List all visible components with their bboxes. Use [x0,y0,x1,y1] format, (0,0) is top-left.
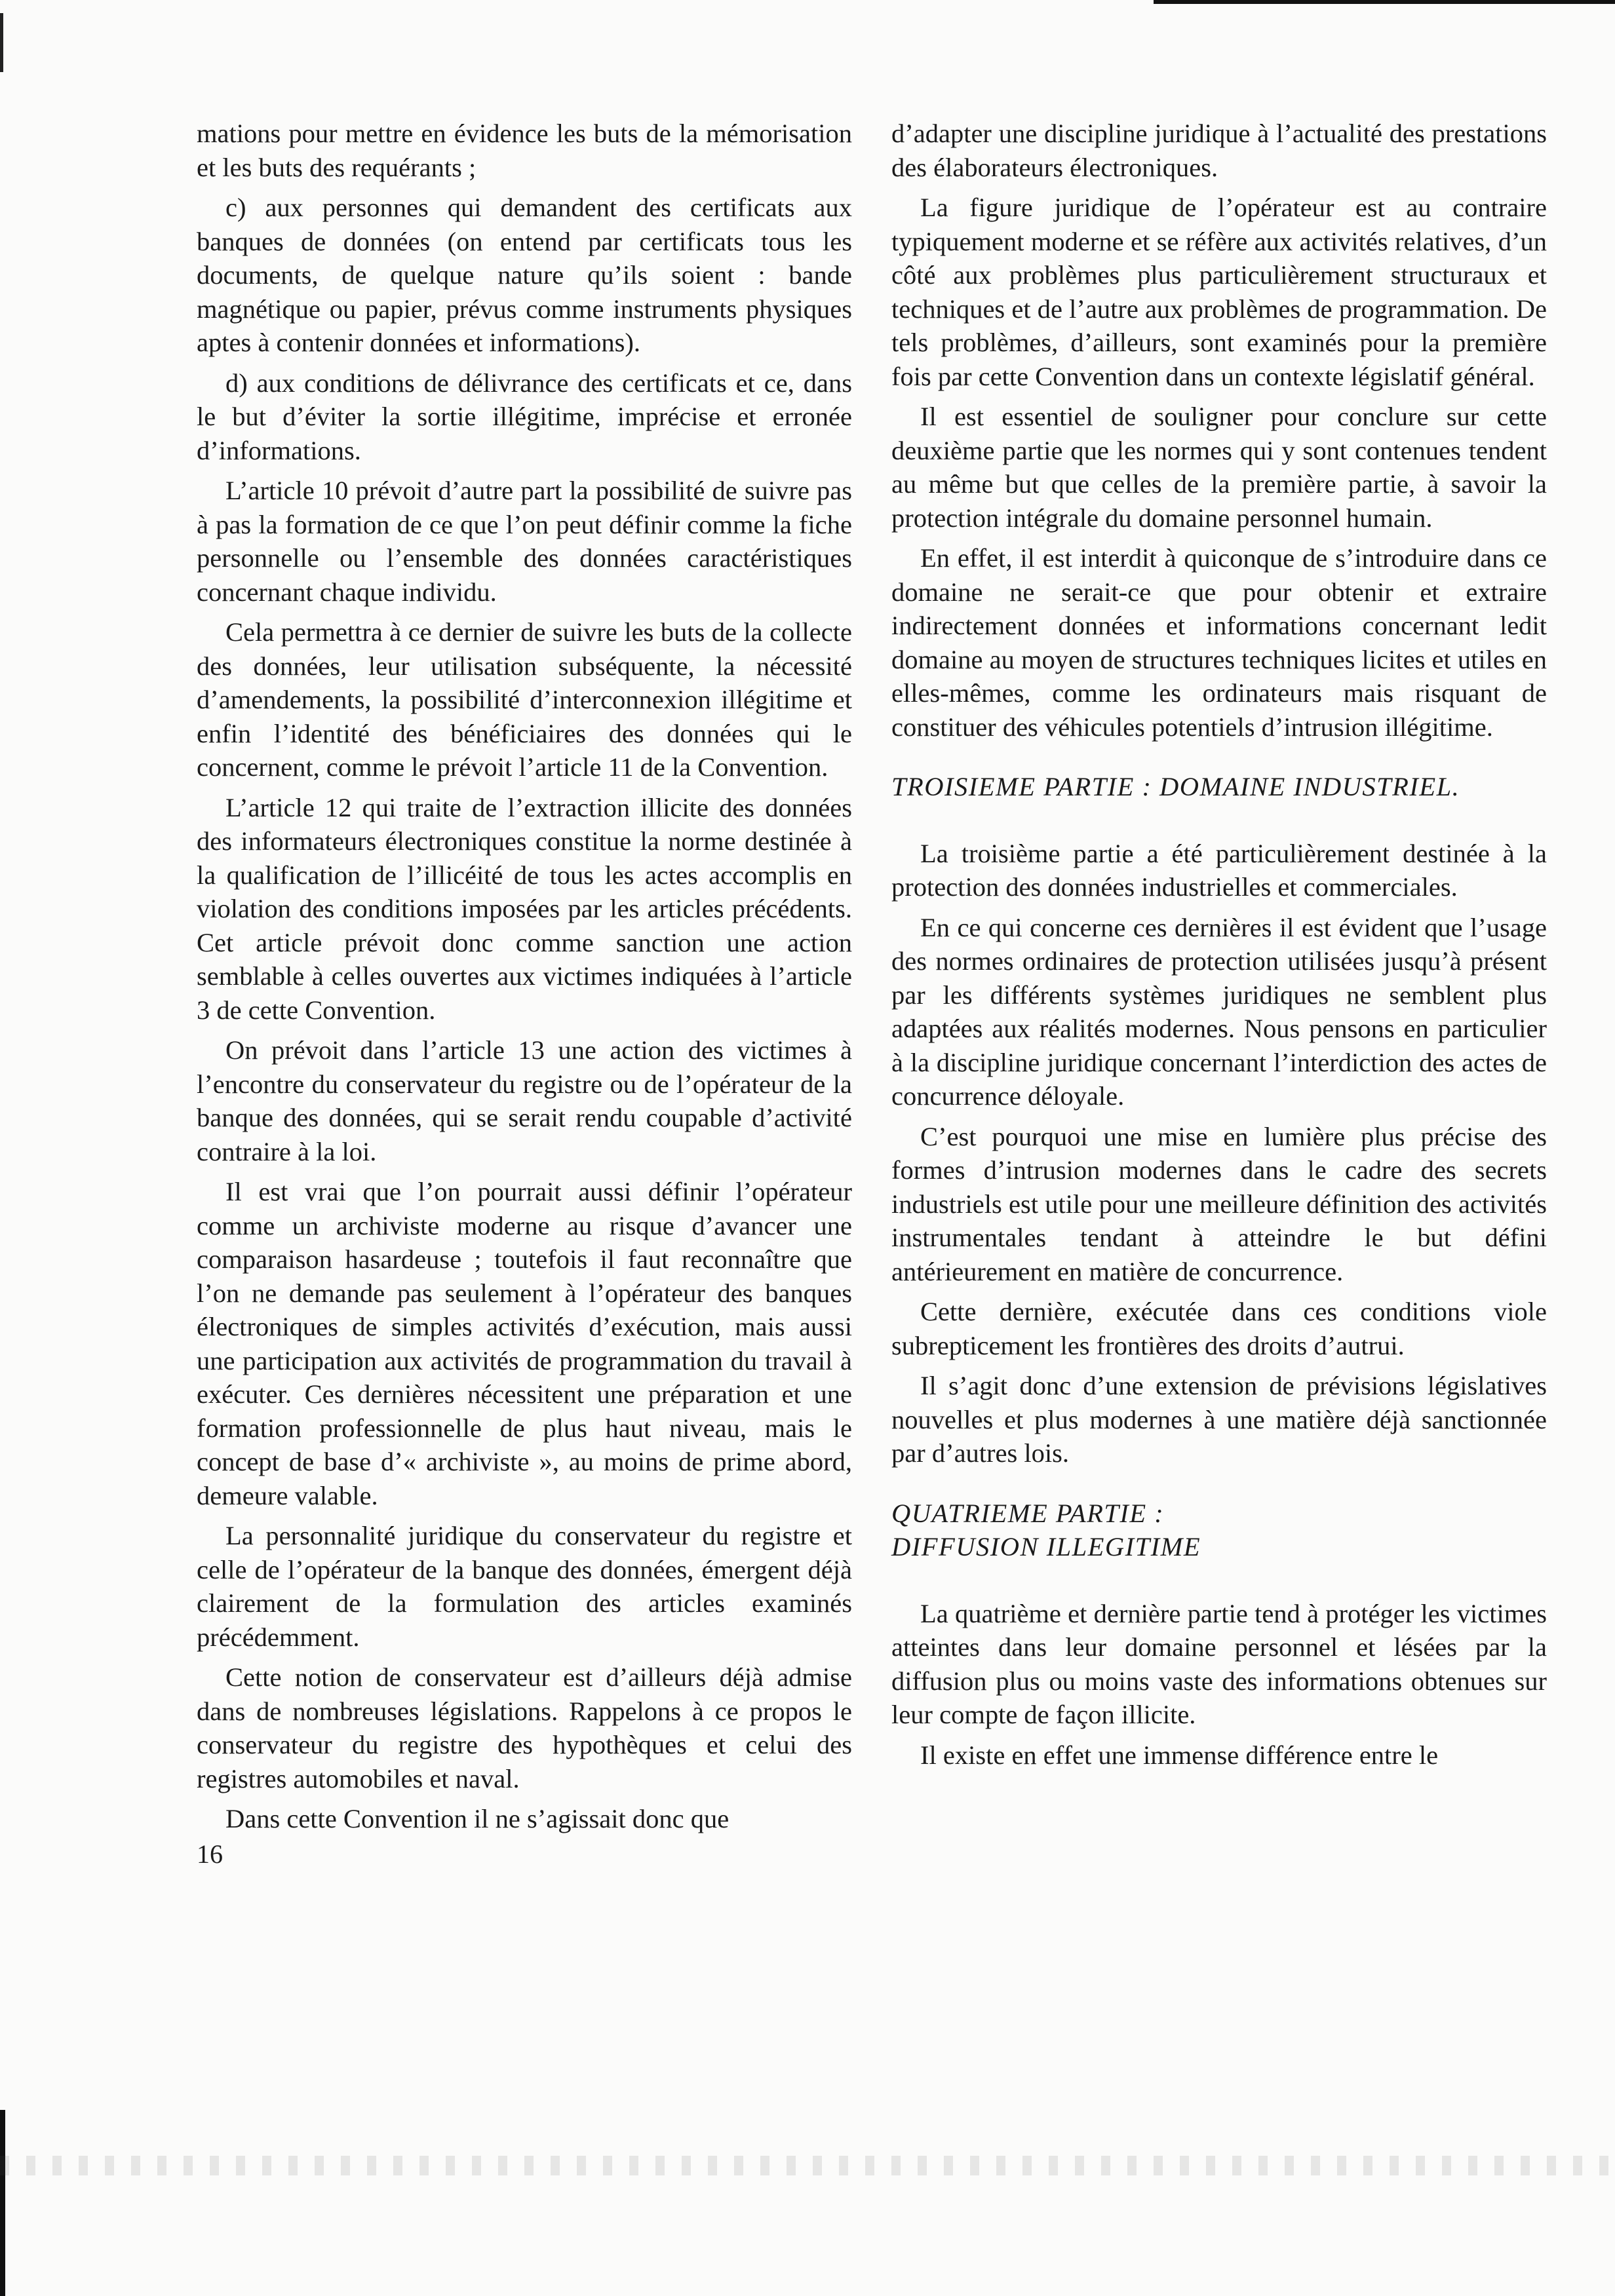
section-heading-line: DIFFUSION ILLEGITIME [891,1532,1201,1561]
paragraph: Cette notion de conservateur est d’ailleurs déjà admise dans de nombreuses législations. Rappelons à ce propos le conservateur du registre des hypothèques et celui des registres automobiles et naval. [197,1662,852,1793]
paragraph: L’article 10 prévoit d’autre part la possibilité de suivre pas à pas la formation de ce que l’on peut définir comme la fiche personnelle ou l’ensemble des données caractéristiques concernant chaque individu. [197,476,852,607]
paragraph: On prévoit dans l’article 13 une action des victimes à l’encontre du conservateur du registre ou de l’opérateur de la banque des données, qui se serait rendu coupable d’activité contraire à la loi. [197,1035,852,1166]
scan-artifact-left-edge [0,2110,5,2296]
paragraph: Il existe en effet une immense différence entre le [920,1740,1439,1770]
scan-artifact-top-rule [1154,0,1615,4]
paragraph: Il s’agit donc d’une extension de prévisions législatives nouvelles et plus modernes à une matière déjà sanctionnée par d’autres lois. [891,1371,1547,1468]
page-number: 16 [197,1839,223,1869]
scan-artifact-bottom-noise [0,2156,1615,2175]
paragraph: d) aux conditions de délivrance des certificats et ce, dans le but d’éviter la sortie illégitime, imprécise et erronée d’informations. [197,368,852,465]
scan-artifact-left-mark [0,13,3,72]
paragraph: d’adapter une discipline juridique à l’actualité des prestations des élaborateurs électroniques. [891,119,1547,182]
paragraph: La quatrième et dernière partie tend à protéger les victimes atteintes dans leur domaine personnel et lésées par la diffusion plus ou moins vaste des informations obtenues sur leur compte de façon illicite. [891,1598,1547,1729]
paragraph: c) aux personnes qui demandent des certificats aux banques de données (on entend par certificats tous les documents, de quelque nature qu’ils soient : bande magnétique ou papier, prévus comme instruments physiques aptes à contenir données et informations). [197,193,852,357]
right-column [891,117,1547,1778]
section-heading-quatrieme-partie [891,1497,1547,1564]
paragraph: En effet, il est interdit à quiconque de s’introduire dans ce domaine ne serait-ce que pour obtenir et extraire indirectement données et informations concernant ledit domaine au moyen de structures techniques licites et utiles en elles-mêmes, comme les ordinateurs mais risquant de constituer des véhicules potentiels d’intrusion illégitime. [891,543,1547,742]
section-heading-troisieme-partie: TROISIEME PARTIE : DOMAINE INDUSTRIEL. [891,772,1460,801]
paragraph: mations pour mettre en évidence les buts de la mémorisation et les buts des requérants ; [197,119,852,182]
paragraph: Dans cette Convention il ne s’agissait donc que [225,1804,730,1833]
left-column [197,117,852,1843]
paragraph: C’est pourquoi une mise en lumière plus précise des formes d’intrusion modernes dans le cadre des secrets industriels est utile pour une meilleure définition des activités instrumentales tendant à atteindre le but défini antérieurement en matière de concurrence. [891,1121,1547,1286]
paragraph: Il est vrai que l’on pourrait aussi définir l’opérateur comme un archiviste moderne au risque d’avancer une comparaison hasardeuse ; toutefois il faut reconnaître que l’on ne demande pas seulement à l’opérateur des banques électroniques de simples activités d’exécution, mais aussi une participation aux activités de programmation du travail à exécuter. Ces dernières nécessitent une préparation et une formation professionnelle de plus haut niveau, mais le concept de base d’« archiviste », au moins de prime abord, demeure valable. [197,1177,852,1510]
paragraph: Cette dernière, exécutée dans ces conditions viole subrepticement les frontières des droits d’autrui. [891,1297,1547,1360]
paragraph: Cela permettra à ce dernier de suivre les buts de la collecte des données, leur utilisation subséquente, la nécessité d’amendements, la possibilité d’interconnexion illégitime et enfin l’identité des bénéficiaires des données qui le concernent, comme le prévoit l’article 11 de la Convention. [197,617,852,782]
paragraph: La troisième partie a été particulièrement destinée à la protection des données industrielles et commerciales. [891,838,1547,902]
paragraph: L’article 12 qui traite de l’extraction illicite des données des informateurs électroniques constitue la norme destinée à la qualification de l’illicéité de tous les actes accomplis en violation des conditions imposées par les articles précédents. Cet article prévoit donc comme sanction une action semblable à celles ouvertes aux victimes indiquées à l’article 3 de cette Convention. [197,792,852,1025]
paragraph: En ce qui concerne ces dernières il est évident que l’usage des normes ordinaires de protection utilisées jusqu’à présent par les différents systèmes juridiques ne semblent plus adaptées aux réalités modernes. Nous pensons en particulier à la discipline juridique concernant l’interdiction des actes de concurrence déloyale. [891,912,1547,1111]
section-heading-line: QUATRIEME PARTIE : [891,1498,1165,1528]
paragraph: La figure juridique de l’opérateur est au contraire typiquement moderne et se réfère aux activités relatives, d’un côté aux problèmes plus particulièrement structuraux et techniques et de l’autre aux problèmes de programmation. De tels problèmes, d’ailleurs, sont examinés pour la première fois par cette Convention dans un contexte législatif général. [891,193,1547,391]
paragraph: Il est essentiel de souligner pour conclure sur cette deuxième partie que les normes qui y sont contenues tendent au même but que celles de la première partie, à savoir la protection intégrale du domaine personnel humain. [891,402,1547,533]
paragraph: La personnalité juridique du conservateur du registre et celle de l’opérateur de la banque des données, émergent déjà clairement de la formulation des articles examinés précédemment. [197,1521,852,1652]
